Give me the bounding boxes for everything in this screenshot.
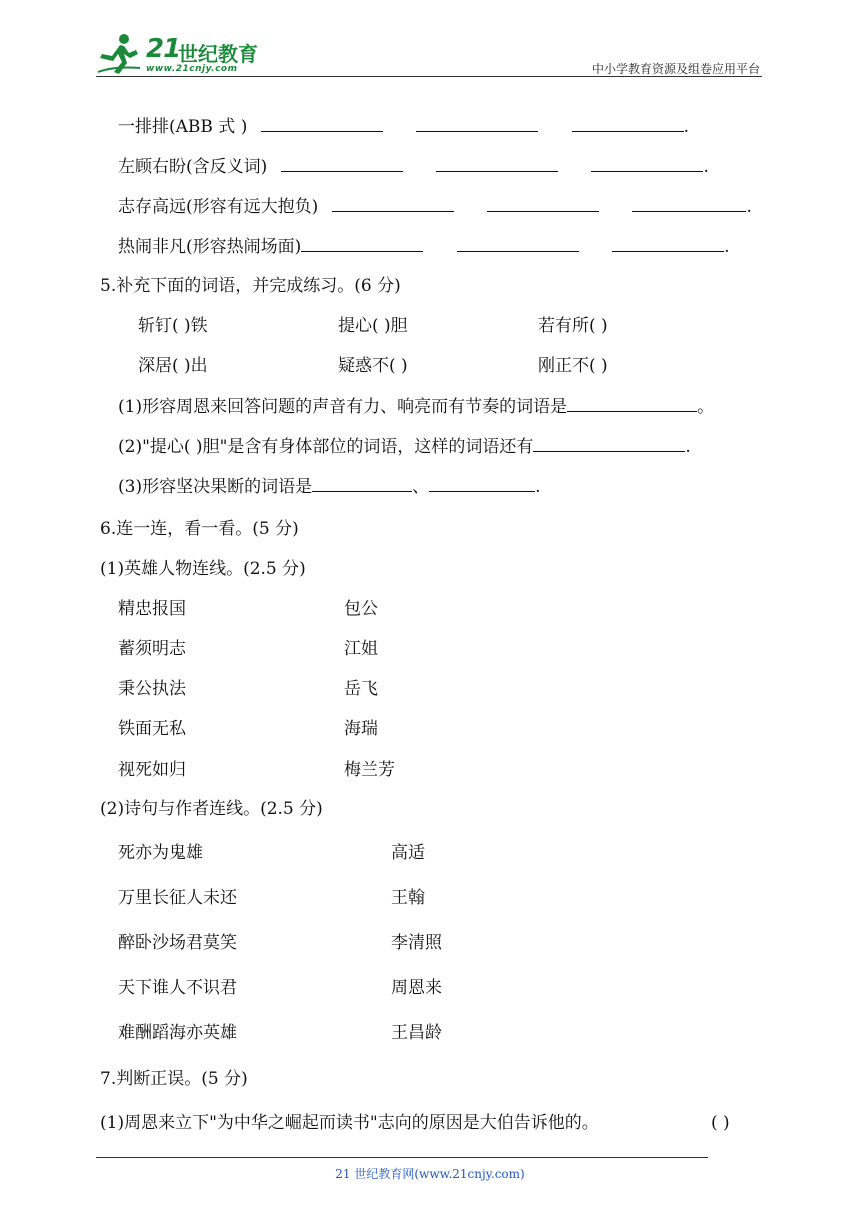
match-right-item: 周恩来 bbox=[391, 978, 442, 998]
answer-blank[interactable] bbox=[533, 435, 685, 452]
answer-blank[interactable] bbox=[567, 395, 697, 412]
match-left-item: 难酬蹈海亦英雄 bbox=[118, 1023, 237, 1043]
match-right-item: 李清照 bbox=[391, 933, 442, 953]
answer-blank[interactable] bbox=[332, 195, 454, 212]
match-left-item: 蓄须明志 bbox=[118, 639, 186, 659]
answer-blank[interactable] bbox=[487, 195, 599, 212]
match-left-item: 精忠报国 bbox=[118, 599, 186, 619]
answer-blank[interactable] bbox=[457, 235, 579, 252]
q5-sub1-end: 。 bbox=[697, 397, 715, 417]
match-left-item: 醉卧沙场君莫笑 bbox=[118, 933, 237, 953]
q6-title: 6.连一连，看一看。(5 分) bbox=[100, 519, 299, 539]
answer-blank[interactable] bbox=[572, 115, 684, 132]
q5-word: 斩钉( )铁 bbox=[138, 316, 208, 336]
match-right-item: 岳飞 bbox=[344, 679, 378, 699]
q5-sub2-end: . bbox=[685, 437, 691, 457]
q5-word: 深居( )出 bbox=[138, 356, 208, 376]
q7-title: 7.判断正误。(5 分) bbox=[100, 1069, 248, 1089]
answer-blank[interactable] bbox=[612, 235, 724, 252]
row-end-mark: . bbox=[746, 197, 752, 217]
row-end-mark: . bbox=[703, 157, 709, 177]
row-end-mark: . bbox=[724, 237, 730, 257]
q5-word: 提心( )胆 bbox=[338, 316, 408, 336]
logo-url: www.21cnjy.com bbox=[146, 64, 238, 74]
runner-logo-icon bbox=[94, 32, 144, 76]
answer-blank[interactable] bbox=[281, 155, 403, 172]
footer-text: 21 世纪教育网(www.21cnjy.com) bbox=[335, 1167, 525, 1181]
q4-row-2 bbox=[118, 155, 709, 178]
match-right-item: 海瑞 bbox=[344, 719, 378, 739]
q7-item-1: (1)周恩来立下"为中华之崛起而读书"志向的原因是大伯告诉他的。 bbox=[100, 1113, 599, 1133]
logo-name: 世纪教育 bbox=[178, 42, 258, 66]
q5-word: 疑惑不( ) bbox=[338, 356, 408, 376]
q6-part1-title: (1)英雄人物连线。(2.5 分) bbox=[100, 559, 306, 579]
q4-row-3 bbox=[118, 195, 752, 218]
logo bbox=[94, 32, 269, 78]
match-right-item: 王翰 bbox=[391, 888, 425, 908]
q4-row-label: 一排排(ABB 式 ) bbox=[118, 117, 248, 137]
q4-row-label: 热闹非凡(形容热闹场面) bbox=[118, 237, 302, 257]
q6-part2-title: (2)诗句与作者连线。(2.5 分) bbox=[100, 799, 323, 819]
q5-sub2-text: (2)"提心( )胆"是含有身体部位的词语，这样的词语还有 bbox=[118, 437, 534, 457]
answer-blank[interactable] bbox=[261, 115, 383, 132]
match-left-item: 铁面无私 bbox=[118, 719, 186, 739]
match-left-item: 死亦为鬼雄 bbox=[118, 843, 203, 863]
q5-title: 5.补充下面的词语，并完成练习。(6 分) bbox=[100, 276, 401, 296]
q5-sub1 bbox=[118, 395, 714, 418]
q5-word: 若有所( ) bbox=[538, 316, 608, 336]
q4-row-1 bbox=[118, 115, 689, 138]
answer-bracket[interactable]: ( ) bbox=[711, 1113, 730, 1133]
header-platform-text: 中小学教育资源及组卷应用平台 bbox=[591, 62, 760, 76]
match-left-item: 视死如归 bbox=[118, 760, 186, 780]
q5-sub1-text: (1)形容周恩来回答问题的声音有力、响亮而有节奏的词语是 bbox=[118, 397, 568, 417]
header-divider bbox=[96, 76, 762, 77]
q5-sub3 bbox=[118, 475, 541, 498]
match-right-item: 包公 bbox=[344, 599, 378, 619]
q5-sub3-end: . bbox=[535, 477, 541, 497]
match-right-item: 江姐 bbox=[344, 639, 378, 659]
q4-row-label: 志存高远(形容有远大抱负) bbox=[118, 197, 319, 217]
match-left-item: 万里长征人未还 bbox=[118, 888, 237, 908]
q5-sub3-sep: 、 bbox=[412, 477, 430, 497]
q4-row-label: 左顾右盼(含反义词) bbox=[118, 157, 268, 177]
answer-blank[interactable] bbox=[429, 475, 535, 492]
answer-blank[interactable] bbox=[591, 155, 703, 172]
match-right-item: 高适 bbox=[391, 843, 425, 863]
logo-digits: 21 bbox=[146, 34, 181, 64]
answer-blank[interactable] bbox=[312, 475, 412, 492]
q5-sub2 bbox=[118, 435, 691, 458]
answer-blank[interactable] bbox=[416, 115, 538, 132]
answer-blank[interactable] bbox=[436, 155, 558, 172]
match-right-item: 梅兰芳 bbox=[344, 760, 395, 780]
answer-blank[interactable] bbox=[301, 235, 423, 252]
q5-word: 刚正不( ) bbox=[538, 356, 608, 376]
footer-divider bbox=[96, 1157, 708, 1158]
row-end-mark: . bbox=[683, 117, 689, 137]
match-left-item: 秉公执法 bbox=[118, 679, 186, 699]
answer-blank[interactable] bbox=[632, 195, 746, 212]
q4-row-4 bbox=[118, 235, 729, 258]
match-right-item: 王昌龄 bbox=[391, 1023, 442, 1043]
q5-sub3-text: (3)形容坚决果断的词语是 bbox=[118, 477, 313, 497]
match-left-item: 天下谁人不识君 bbox=[118, 978, 237, 998]
